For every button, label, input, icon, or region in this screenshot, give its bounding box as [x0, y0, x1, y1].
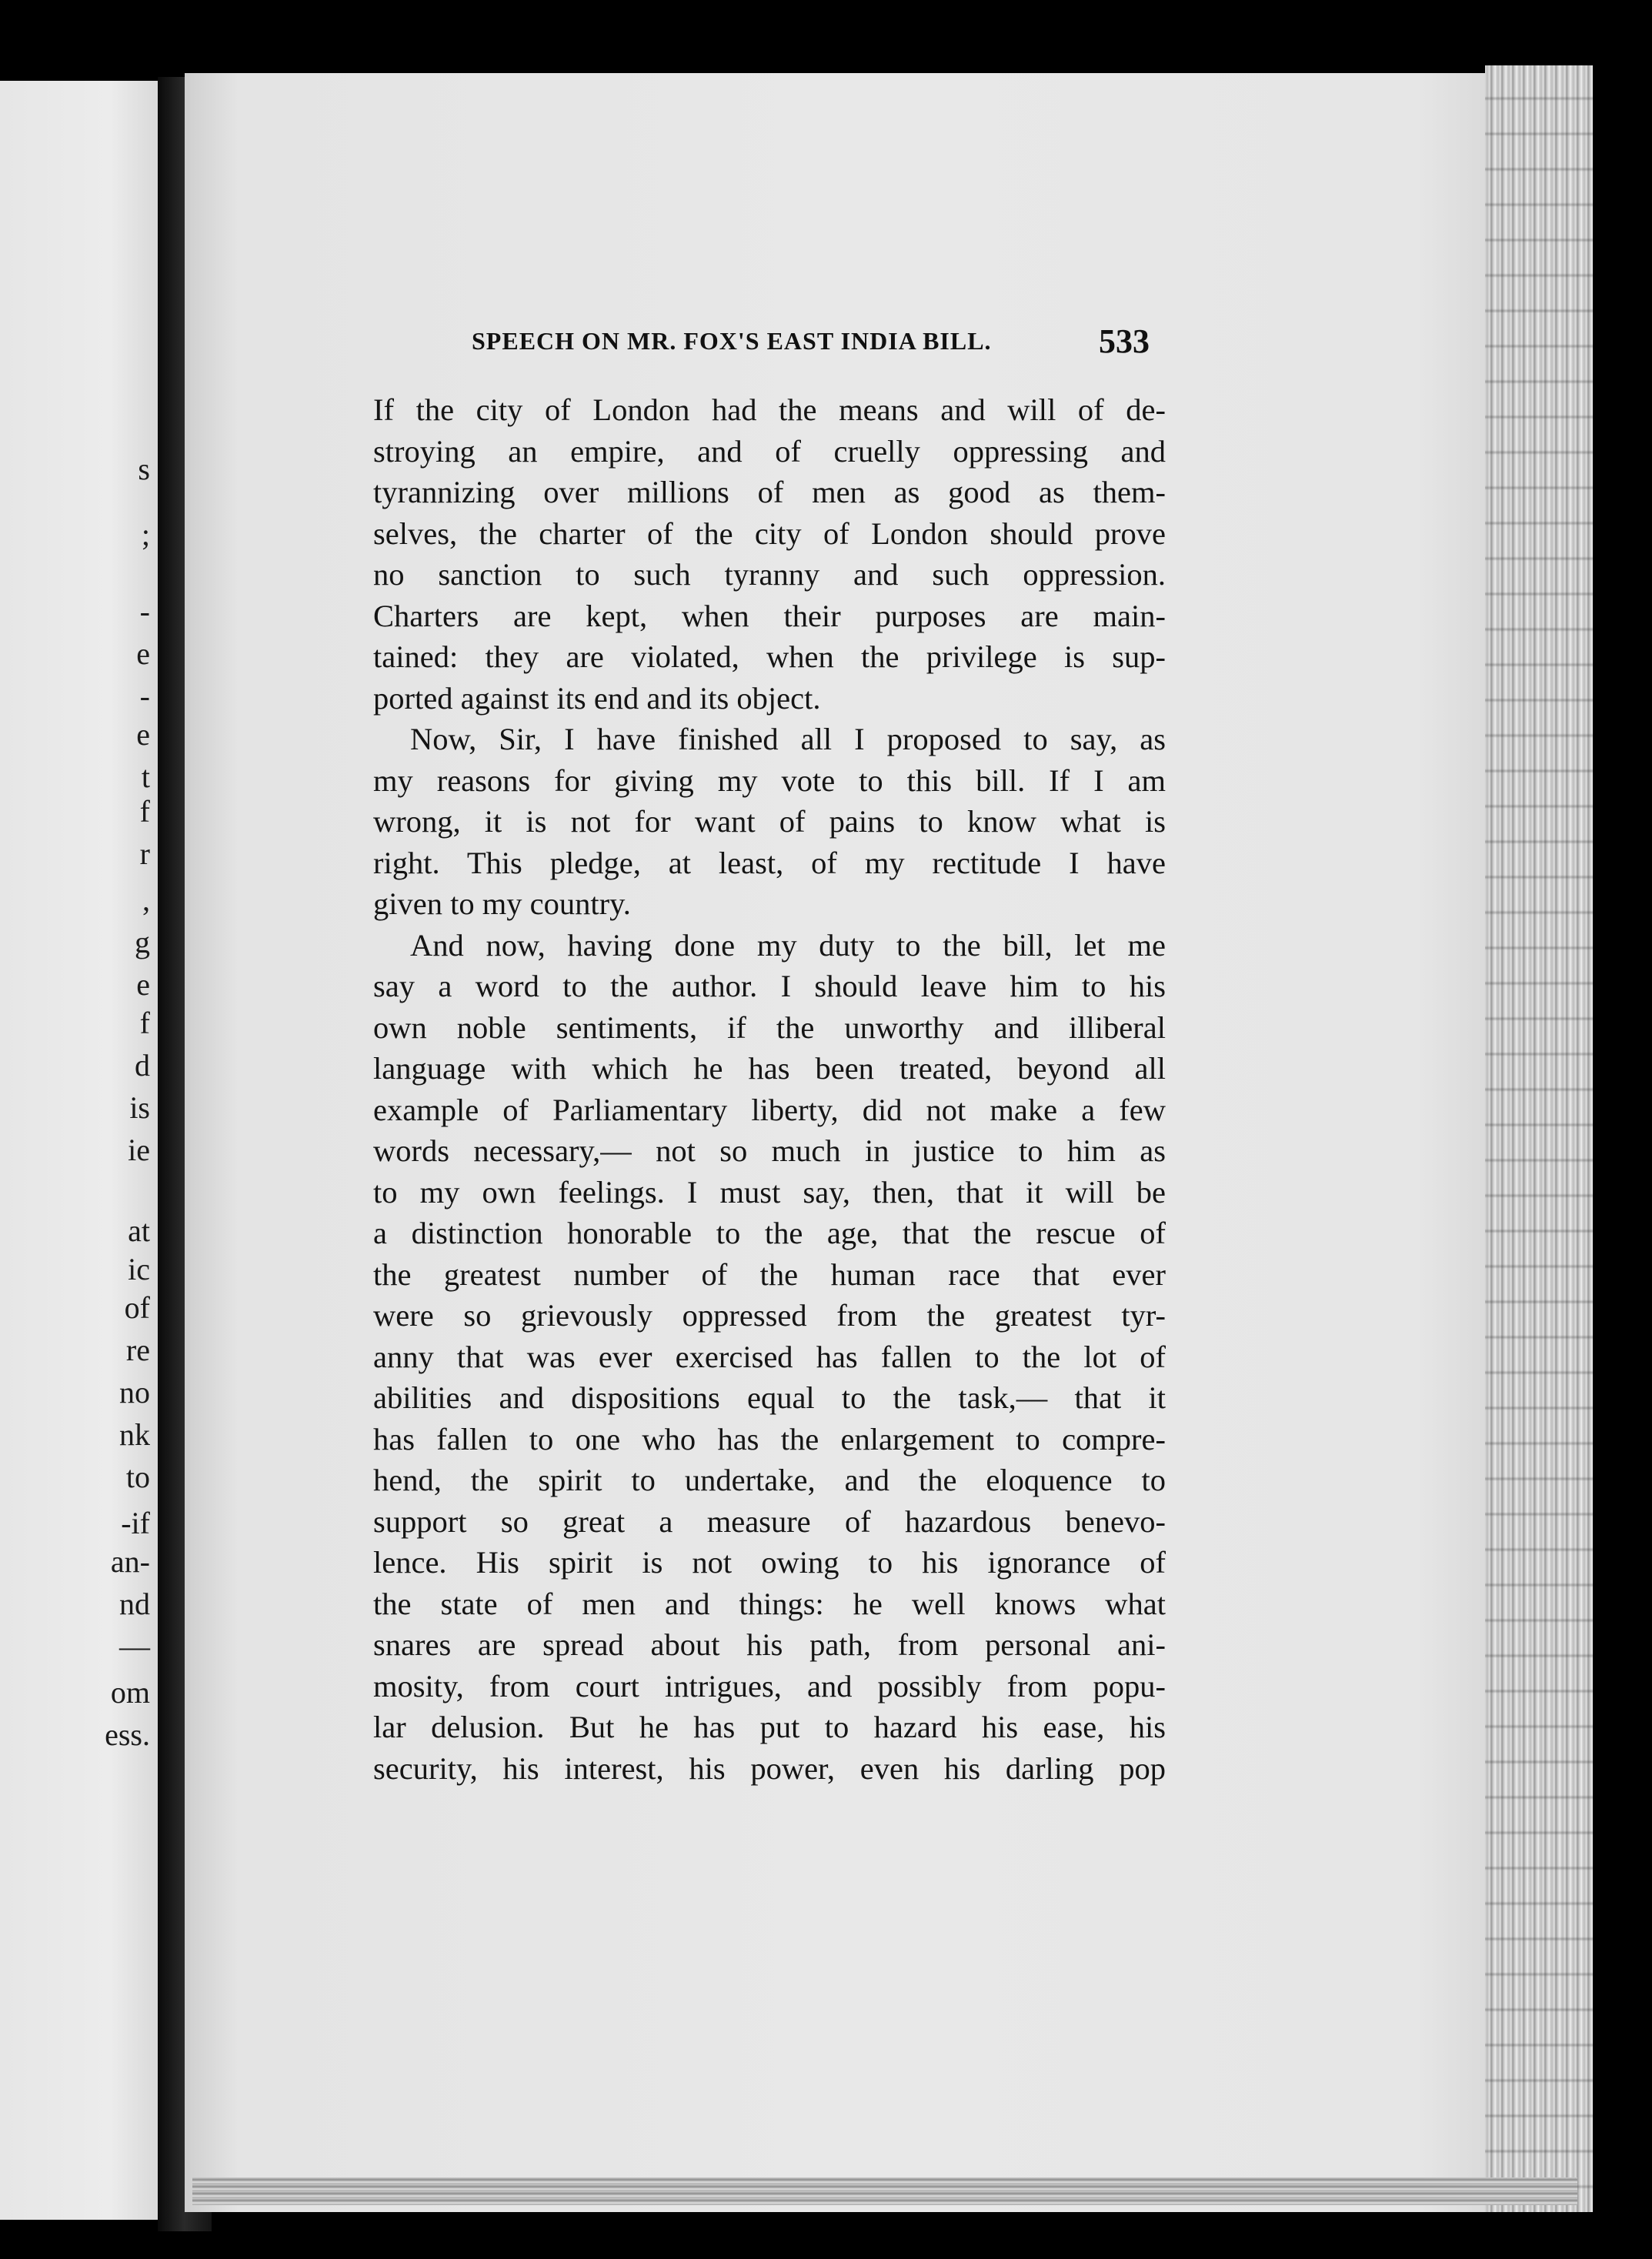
facing-page-text-fragment: is: [129, 1090, 150, 1125]
facing-page-text-fragment: f: [139, 794, 150, 829]
page-edge-stack: [1485, 65, 1593, 2212]
text-line: And now, having done my duty to the bill, let me: [410, 927, 1166, 963]
text-line: hend, the spirit to undertake, and the eloquence to: [373, 1463, 1166, 1497]
facing-page-text-fragment: ic: [128, 1252, 150, 1286]
facing-page-text-fragment: nk: [119, 1417, 150, 1452]
text-line: given to my country.: [373, 886, 631, 921]
facing-page-text-fragment: ;: [141, 517, 150, 552]
facing-page-left: [0, 81, 158, 2220]
facing-page-text-fragment: ess.: [105, 1717, 150, 1752]
running-head: SPEECH ON MR. FOX'S EAST INDIA BILL.: [472, 327, 992, 355]
body-text: [373, 389, 1166, 1789]
page-bottom-edges: [192, 2177, 1577, 2205]
text-line: right. This pledge, at least, of my rectitude I have: [373, 845, 1166, 880]
text-line: example of Parliamentary liberty, did not make a few: [373, 1092, 1166, 1127]
page-number: 533: [1099, 322, 1150, 360]
facing-page-text-fragment: no: [119, 1375, 150, 1410]
facing-page-text-fragment: om: [110, 1675, 150, 1710]
facing-page-text-fragment: -: [139, 594, 150, 629]
text-line: stroying an empire, and of cruelly oppressing and: [373, 433, 1166, 469]
facing-page-text-fragment: s: [138, 452, 150, 486]
facing-page-text-fragment: at: [128, 1213, 150, 1248]
text-line: lence. His spirit is not owing to his ignorance of: [373, 1545, 1166, 1580]
facing-page-text-fragment: e: [136, 967, 150, 1002]
text-line: wrong, it is not for want of pains to know what is: [373, 804, 1166, 839]
text-line: words necessary,— not so much in justice to him as: [373, 1133, 1166, 1168]
facing-page-text-fragment: t: [141, 759, 150, 794]
text-line: Now, Sir, I have finished all I proposed to say, as: [410, 722, 1166, 756]
facing-page-text-fragment: g: [135, 925, 150, 959]
text-line: selves, the charter of the city of London should prove: [373, 516, 1166, 551]
facing-page-text-fragment: -if: [121, 1506, 150, 1540]
text-line: to my own feelings. I must say, then, that it will be: [373, 1174, 1166, 1210]
facing-page-text-fragment: nd: [119, 1587, 150, 1621]
text-line: tyrannizing over millions of men as good as them-: [373, 475, 1166, 509]
facing-page-text-fragment: to: [125, 1460, 150, 1494]
text-line: own noble sentiments, if the unworthy and illiberal: [373, 1009, 1166, 1045]
text-line: support so great a measure of hazardous benevo-: [373, 1503, 1166, 1539]
facing-page-text-fragment: ,: [142, 883, 150, 917]
facing-page-text-fragment: -: [139, 679, 150, 713]
text-line: has fallen to one who has the enlargement to compre-: [373, 1421, 1166, 1457]
text-line: my reasons for giving my vote to this bill. If I am: [373, 762, 1166, 798]
text-line: security, his interest, his power, even his darling pop: [373, 1750, 1166, 1786]
text-line: abilities and dispositions equal to the task,— that it: [373, 1380, 1166, 1415]
facing-page-text-fragment: r: [139, 836, 150, 871]
text-line: Charters are kept, when their purposes are main-: [373, 598, 1166, 633]
text-line: say a word to the author. I should leave him to his: [373, 969, 1166, 1003]
text-line: If the city of London had the means and will of de-: [373, 392, 1166, 427]
text-line: tained: they are violated, when the privilege is sup-: [373, 639, 1166, 674]
text-line: were so grievously oppressed from the greatest tyr-: [373, 1298, 1166, 1333]
facing-page-text-fragment: ie: [128, 1133, 150, 1167]
text-line: language with which he has been treated, beyond all: [373, 1051, 1166, 1086]
text-line: mosity, from court intrigues, and possibly from popu-: [373, 1668, 1166, 1703]
facing-page-text-fragment: —: [119, 1629, 150, 1663]
text-line: no sanction to such tyranny and such oppression.: [373, 557, 1166, 592]
text-line: ported against its end and its object.: [373, 680, 821, 716]
text-line: a distinction honorable to the age, that the rescue of: [373, 1216, 1166, 1250]
facing-page-text-fragment: d: [135, 1048, 150, 1083]
text-line: the state of men and things: he well knows what: [373, 1586, 1166, 1621]
facing-page-text-fragment: f: [139, 1006, 150, 1040]
facing-page-text-fragment: e: [136, 717, 150, 752]
facing-page-text-fragment: re: [125, 1333, 150, 1367]
text-line: snares are spread about his path, from personal ani-: [373, 1627, 1166, 1662]
facing-page-text-fragment: an-: [110, 1544, 150, 1579]
text-line: lar delusion. But he has put to hazard his ease, his: [373, 1710, 1166, 1744]
facing-page-text-fragment: of: [124, 1290, 150, 1325]
facing-page-text-fragment: e: [136, 636, 150, 671]
text-line: the greatest number of the human race that ever: [373, 1256, 1166, 1292]
text-line: anny that was ever exercised has fallen to the lot of: [373, 1339, 1166, 1374]
